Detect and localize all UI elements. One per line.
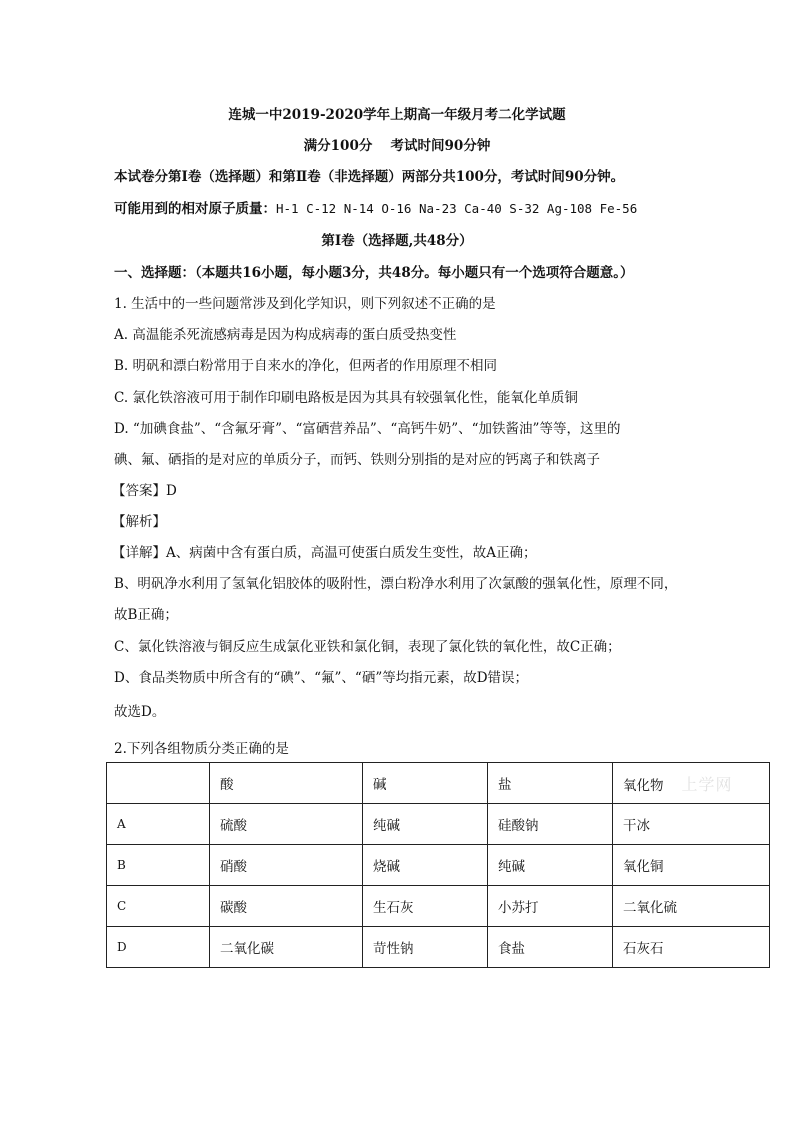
q1-explanation-c: C、氯化铁溶液与铜反应生成氯化亚铁和氯化铜，表现了氯化铁的氧化性，故C正确； — [114, 639, 621, 655]
table-cell: A — [107, 804, 210, 845]
table-cell: 小苏打 — [488, 886, 613, 927]
table-cell: 食盐 — [488, 927, 613, 968]
table-header-label: 氧化物 — [623, 777, 664, 794]
table-header-cell — [107, 763, 210, 804]
part1-heading: 一、选择题：（本题共16小题，每小题3分，共48分。每小题只有一个选项符合题意。） — [114, 265, 634, 281]
table-cell: C — [107, 886, 210, 927]
table-cell: 二氧化硫 — [613, 886, 770, 927]
classification-table — [106, 762, 770, 968]
table-header-cell: 盐 — [488, 763, 613, 804]
table-cell: 苛性钠 — [363, 927, 488, 968]
table-cell: 干冰 — [613, 804, 770, 845]
exam-subtitle: 满分100分 考试时间90分钟 — [303, 138, 491, 154]
q1-explanation-a: 【详解】A、病菌中含有蛋白质，高温可使蛋白质发生变性，故A正确； — [112, 545, 537, 561]
q1-stem: 1. 生活中的一些问题常涉及到化学知识，则下列叙述不正确的是 — [114, 296, 496, 312]
exam-intro: 本试卷分第Ⅰ卷（选择题）和第Ⅱ卷（非选择题）两部分共100分，考试时间90分钟。 — [114, 169, 625, 185]
table-cell: 硅酸钠 — [488, 804, 613, 845]
table-cell: 纯碱 — [363, 804, 488, 845]
q1-option-d: D. “加碘食盐”、“含氟牙膏”、“富硒营养品”、“高钙牛奶”、“加铁酱油”等等，这里的 — [114, 421, 621, 437]
table-cell: 生石灰 — [363, 886, 488, 927]
table-cell: 氧化铜 — [613, 845, 770, 886]
q1-option-c: C. 氯化铁溶液可用于制作印刷电路板是因为其具有较强氧化性，能氧化单质铜 — [114, 390, 578, 406]
q1-option-d-cont: 碘、氟、硒指的是对应的单质分子，而钙、铁则分别指的是对应的钙离子和铁离子 — [114, 452, 600, 468]
table-row — [107, 886, 770, 927]
atomic-masses-values: H-1 C-12 N-14 O-16 Na-23 Ca-40 S-32 Ag-108 Fe-56 — [276, 201, 638, 216]
table-header-cell: 酸 — [210, 763, 363, 804]
table-header-cell — [613, 763, 770, 804]
q1-option-a: A. 高温能杀死流感病毒是因为构成病毒的蛋白质受热变性 — [114, 327, 457, 343]
section1-title: 第Ⅰ卷（选择题,共48分） — [321, 233, 473, 249]
table-cell: B — [107, 845, 210, 886]
q1-explanation-b: B、明矾净水利用了氢氧化铝胶体的吸附性，漂白粉净水利用了次氯酸的强氧化性，原理不同， — [114, 576, 678, 592]
table-header-cell: 碱 — [363, 763, 488, 804]
table-cell: 硝酸 — [210, 845, 363, 886]
q1-answer: 【答案】D — [112, 483, 177, 499]
table-row — [107, 804, 770, 845]
q1-option-b: B. 明矾和漂白粉常用于自来水的净化，但两者的作用原理不相同 — [114, 358, 498, 374]
q1-explanation-b-cont: 故B正确； — [114, 607, 178, 623]
exam-title: 连城一中2019-2020学年上期高一年级月考二化学试题 — [228, 107, 566, 123]
table-cell: 碳酸 — [210, 886, 363, 927]
table-cell: 二氧化碳 — [210, 927, 363, 968]
table-header-row — [107, 763, 770, 804]
table-cell: D — [107, 927, 210, 968]
table-row — [107, 845, 770, 886]
table-row — [107, 927, 770, 968]
q1-conclusion: 故选D。 — [114, 704, 166, 720]
watermark: 上学网 — [681, 774, 733, 794]
table-cell: 烧碱 — [363, 845, 488, 886]
q1-analysis-label: 【解析】 — [112, 514, 166, 530]
q1-explanation-d: D、食品类物质中所含有的“碘”、“氟”、“硒”等均指元素，故D错误； — [114, 670, 529, 686]
table-cell: 石灰石 — [613, 927, 770, 968]
q2-stem: 2.下列各组物质分类正确的是 — [114, 741, 289, 757]
atomic-masses-line — [114, 197, 637, 217]
table-cell: 纯碱 — [488, 845, 613, 886]
atomic-masses-label: 可能用到的相对原子质量： — [114, 201, 276, 217]
table-cell: 硫酸 — [210, 804, 363, 845]
